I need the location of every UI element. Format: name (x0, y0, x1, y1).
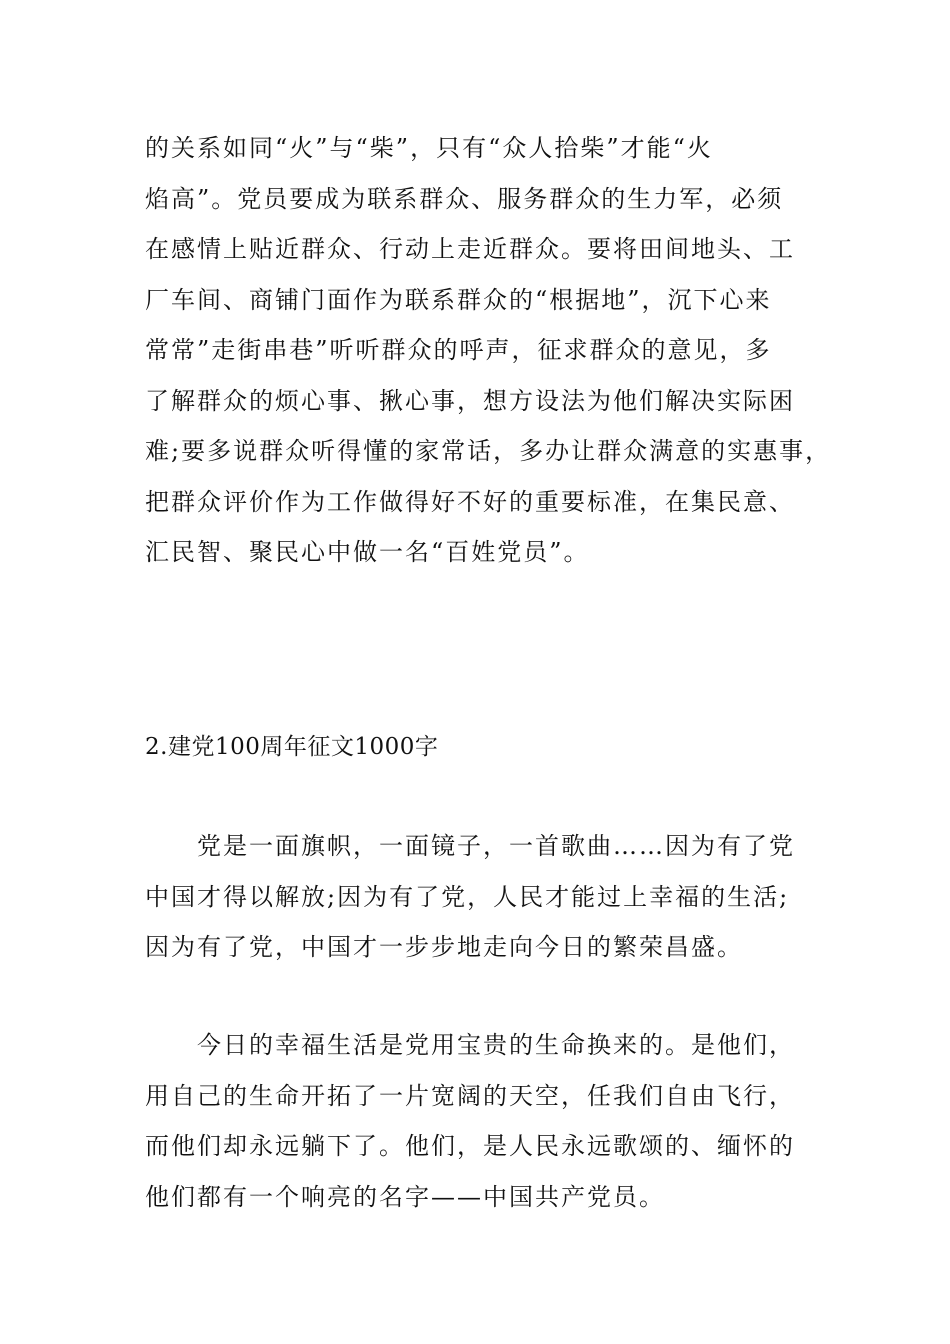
paragraph-line: 中国才得以解放;因为有了党，人民才能过上幸福的生活; (145, 882, 790, 911)
paragraph-line: 把群众评价作为工作做得好不好的重要标准，在集民意、 (145, 487, 795, 516)
paragraph-line: 党是一面旗帜，一面镜子，一首歌曲……因为有了党 (145, 832, 795, 860)
paragraph-line: 常常”走街串巷”听听群众的呼声，征求群众的意见，多 (145, 336, 772, 364)
paragraph-line: 因为有了党，中国才一步步地走向今日的繁荣昌盛。 (145, 933, 743, 961)
paragraph-line: 的关系如同“火”与“柴”，只有“众人拾柴”才能“火 (145, 134, 713, 162)
paragraph-2 (145, 821, 825, 973)
paragraph-line: 他们都有一个响亮的名字——中国共产党员。 (145, 1182, 665, 1211)
section-heading: 2.建党100周年征文1000字 (145, 734, 439, 760)
paragraph-line: 厂车间、商铺门面作为联系群众的“根据地”，沉下心来 (145, 285, 772, 314)
paragraph-line: 今日的幸福生活是党用宝贵的生命换来的。是他们， (145, 1031, 795, 1059)
paragraph-3 (145, 1020, 825, 1222)
paragraph-line: 而他们却永远躺下了。他们，是人民永远歌颂的、缅怀的 (145, 1132, 795, 1160)
paragraph-line: 焰高”。党员要成为联系群众、服务群众的生力军，必须 (145, 184, 784, 213)
paragraph-line: 难;要多说群众听得懂的家常话，多办让群众满意的实惠事， (145, 437, 832, 465)
paragraph-1 (145, 123, 832, 578)
paragraph-line: 汇民智、聚民心中做一名“百姓党员”。 (145, 538, 590, 566)
section-heading-block (145, 722, 825, 773)
paragraph-line: 在感情上贴近群众、行动上走近群众。要将田间地头、工 (145, 235, 795, 263)
paragraph-line: 了解群众的烦心事、揪心事，想方设法为他们解决实际困 (145, 386, 795, 415)
paragraph-line: 用自己的生命开拓了一片宽阔的天空，任我们自由飞行， (145, 1081, 795, 1110)
